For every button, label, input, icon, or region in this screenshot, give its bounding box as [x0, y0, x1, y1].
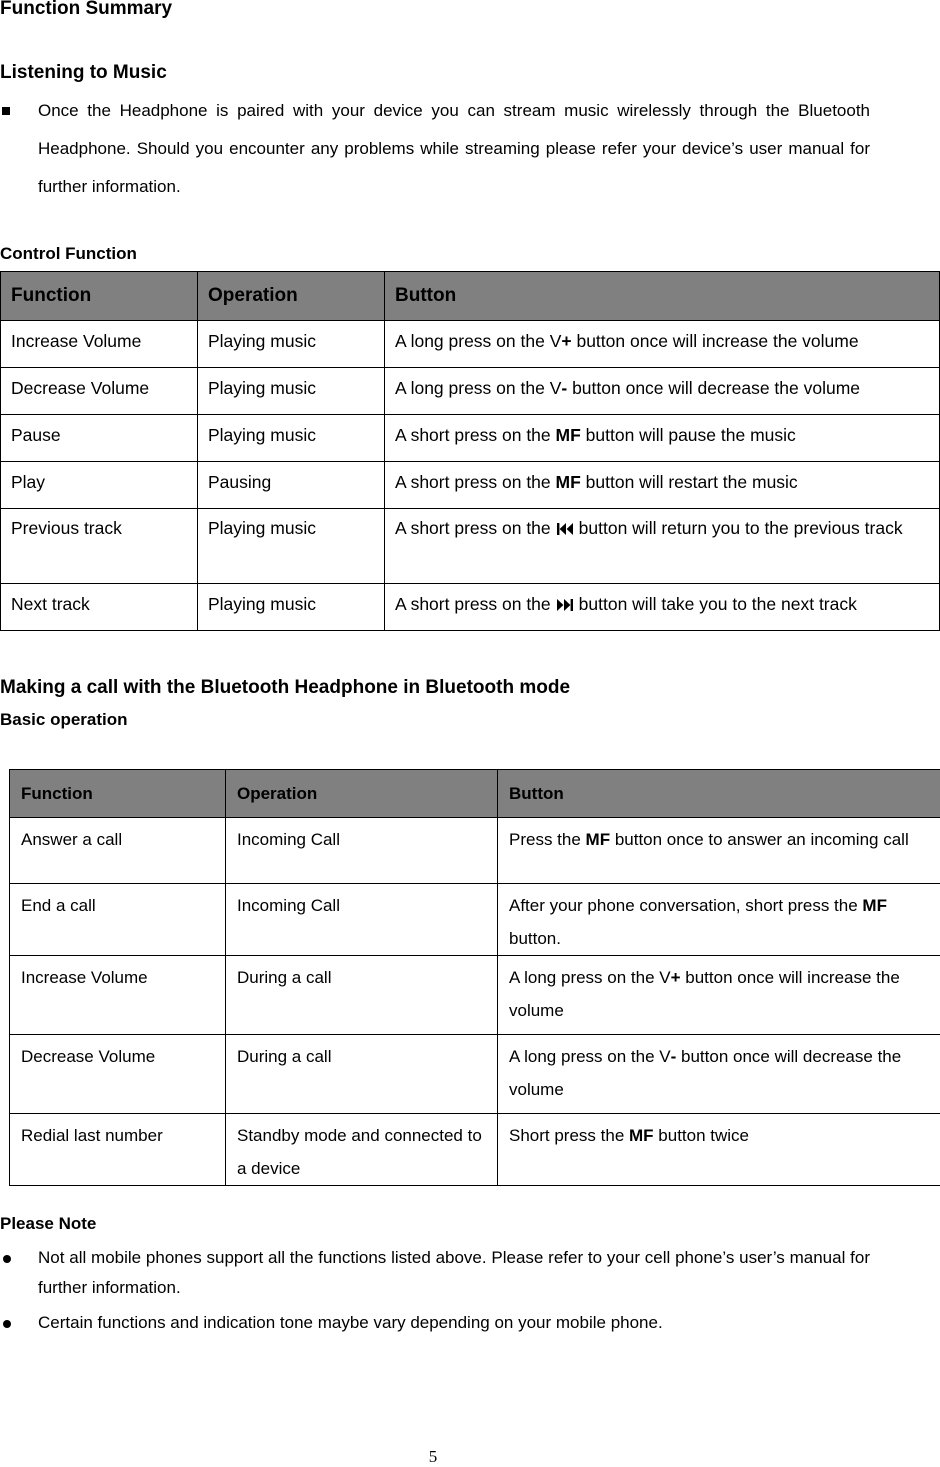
column-header-operation: Operation: [226, 770, 498, 818]
next-track-icon: [557, 596, 573, 616]
function-cell: Decrease Volume: [1, 368, 198, 415]
control-function-heading: Control Function: [0, 244, 137, 264]
function-cell: Decrease Volume: [10, 1035, 226, 1114]
note-item-text: Not all mobile phones support all the functions listed above. Please refer to your cell phone’s user’s manual for further information.: [38, 1243, 870, 1303]
operation-cell: Playing music: [198, 321, 385, 368]
listening-bullet: [0, 100, 880, 210]
basic-operation-table: [9, 769, 940, 1186]
function-cell: Pause: [1, 415, 198, 462]
column-header-button: Button: [498, 770, 940, 818]
table-row: [10, 956, 940, 1035]
function-cell: Redial last number: [10, 1114, 226, 1186]
table-row: [1, 368, 940, 415]
table-row: [10, 1114, 940, 1186]
table-row: [1, 509, 940, 584]
table-row: [1, 462, 940, 509]
function-cell: Play: [1, 462, 198, 509]
operation-cell: During a call: [226, 956, 498, 1035]
operation-cell: Incoming Call: [226, 818, 498, 884]
function-cell: Increase Volume: [1, 321, 198, 368]
table-header-row: [1, 272, 940, 321]
operation-cell: Playing music: [198, 584, 385, 631]
button-cell: A short press on the MF button will restart the music: [385, 462, 940, 509]
function-cell: Increase Volume: [10, 956, 226, 1035]
operation-cell: Playing music: [198, 415, 385, 462]
button-cell: A short press on the button will take you to the next track: [385, 584, 940, 631]
function-cell: End a call: [10, 884, 226, 956]
table-header-row: [10, 770, 940, 818]
column-header-button: Button: [385, 272, 940, 321]
operation-cell: Playing music: [198, 368, 385, 415]
bullet-dot-icon: [3, 1320, 11, 1328]
table-row: [1, 321, 940, 368]
table-row: [1, 584, 940, 631]
note-item-text: Certain functions and indication tone maybe vary depending on your mobile phone.: [38, 1308, 870, 1338]
page-title: Function Summary: [0, 0, 172, 20]
table-row: [10, 1035, 940, 1114]
button-cell: A long press on the V+ button once will increase the volume: [385, 321, 940, 368]
listening-heading: Listening to Music: [0, 62, 167, 84]
button-cell: Press the MF button once to answer an incoming call: [498, 818, 940, 884]
note-item: [0, 1248, 880, 1312]
button-cell: A short press on the MF button will pause the music: [385, 415, 940, 462]
button-cell: A long press on the V- button once will decrease the volume: [385, 368, 940, 415]
table-row: [10, 884, 940, 956]
operation-cell: Incoming Call: [226, 884, 498, 956]
function-cell: Previous track: [1, 509, 198, 584]
function-cell: Answer a call: [10, 818, 226, 884]
operation-cell: Pausing: [198, 462, 385, 509]
page-number: 5: [0, 1447, 866, 1467]
button-cell: Short press the MF button twice: [498, 1114, 940, 1186]
listening-bullet-text: Once the Headphone is paired with your device you can stream music wirelessly through the Bluetooth Headphone. Should you encounter any problems while streaming please refer your device’s user manual for further information.: [38, 92, 870, 206]
button-cell: A long press on the V+ button once will increase the volume: [498, 956, 940, 1035]
table-row: [10, 818, 940, 884]
function-cell: Next track: [1, 584, 198, 631]
column-header-function: Function: [10, 770, 226, 818]
note-item: [0, 1313, 880, 1343]
column-header-operation: Operation: [198, 272, 385, 321]
button-cell: After your phone conversation, short press the MF button.: [498, 884, 940, 956]
button-cell: A short press on the button will return you to the previous track: [385, 509, 940, 584]
square-bullet-icon: [2, 107, 10, 115]
call-heading: Making a call with the Bluetooth Headphone in Bluetooth mode: [0, 677, 570, 699]
previous-track-icon: [557, 511, 573, 549]
please-note-heading: Please Note: [0, 1214, 96, 1234]
operation-cell: Playing music: [198, 509, 385, 584]
column-header-function: Function: [1, 272, 198, 321]
operation-cell: Standby mode and connected to a device: [226, 1114, 498, 1186]
operation-cell: During a call: [226, 1035, 498, 1114]
basic-operation-heading: Basic operation: [0, 710, 128, 730]
button-cell: A long press on the V- button once will decrease the volume: [498, 1035, 940, 1114]
bullet-dot-icon: [3, 1255, 11, 1263]
table-row: [1, 415, 940, 462]
control-function-table: [0, 271, 940, 631]
